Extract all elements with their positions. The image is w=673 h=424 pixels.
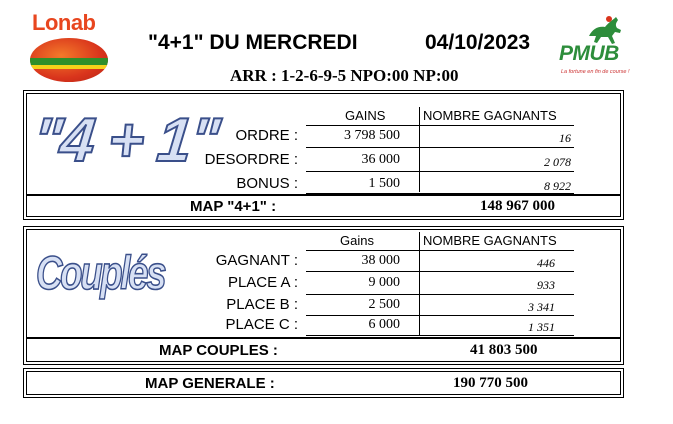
map-rule <box>26 337 621 339</box>
row-gagnants: 933 <box>537 278 555 292</box>
row-rule <box>306 147 574 148</box>
page-title: "4+1" DU MERCREDI <box>148 31 358 54</box>
row-label: PLACE A : <box>227 274 298 291</box>
pmub-logo <box>547 14 647 82</box>
row-label: ORDRE : <box>235 127 298 144</box>
row-gagnants: 16 <box>559 131 571 145</box>
map-quatre-plus-un-label: MAP "4+1" : <box>190 198 277 215</box>
row-gagnants: 8 922 <box>544 179 571 193</box>
col-gains-header: GAINS <box>345 108 386 123</box>
row-gain: 1 500 <box>368 176 400 191</box>
arrivee-line: ARR : 1-2-6-9-5 NPO:00 NP:00 <box>230 66 459 85</box>
row-gagnants: 2 078 <box>544 155 571 169</box>
header-rule <box>306 125 574 126</box>
row-rule <box>306 315 574 316</box>
row-gain: 6 000 <box>368 317 400 332</box>
col-gains-header: Gains <box>340 233 374 248</box>
header-rule <box>306 250 574 251</box>
general-inner-frame <box>26 371 621 395</box>
row-gagnants: 446 <box>537 256 555 270</box>
pmub-tagline: La fortune en fin de course ! <box>561 69 630 75</box>
lonab-logo-text: Lonab <box>32 10 96 35</box>
map-couples-label: MAP COUPLES : <box>159 342 278 359</box>
row-rule <box>306 335 574 336</box>
map-rule <box>26 194 621 196</box>
row-gain: 36 000 <box>361 152 400 167</box>
row-gagnants: 3 341 <box>528 300 555 314</box>
map-generale-value: 190 770 500 <box>453 375 528 391</box>
couples-stamp: Couplés <box>36 246 165 299</box>
col-gagnants-header: NOMBRE GAGNANTS <box>423 233 557 248</box>
map-couples-value: 41 803 500 <box>470 342 538 358</box>
lonab-ball-icon <box>30 38 108 82</box>
column-divider <box>419 232 420 335</box>
row-rule <box>306 294 574 295</box>
lonab-logo <box>28 10 120 86</box>
row-label: BONUS : <box>236 175 298 192</box>
row-gain: 38 000 <box>361 253 400 268</box>
pmub-logo-text: PMUB <box>559 42 619 65</box>
quatre-plus-un-stamp: "4 + 1" <box>29 106 222 175</box>
row-rule <box>306 271 574 272</box>
row-label: DESORDRE : <box>204 151 298 168</box>
row-label: PLACE B : <box>226 296 298 313</box>
row-gagnants: 1 351 <box>528 320 555 334</box>
row-gain: 9 000 <box>368 275 400 290</box>
row-rule <box>306 171 574 172</box>
column-divider <box>419 107 420 192</box>
row-label: GAGNANT : <box>215 252 298 269</box>
row-gain: 2 500 <box>368 297 400 312</box>
row-label: PLACE C : <box>225 316 298 333</box>
row-gain: 3 798 500 <box>344 128 400 143</box>
map-generale-label: MAP GENERALE : <box>145 375 275 392</box>
col-gagnants-header: NOMBRE GAGNANTS <box>423 108 557 123</box>
map-quatre-plus-un-value: 148 967 000 <box>480 198 555 214</box>
race-date: 04/10/2023 <box>425 31 531 54</box>
